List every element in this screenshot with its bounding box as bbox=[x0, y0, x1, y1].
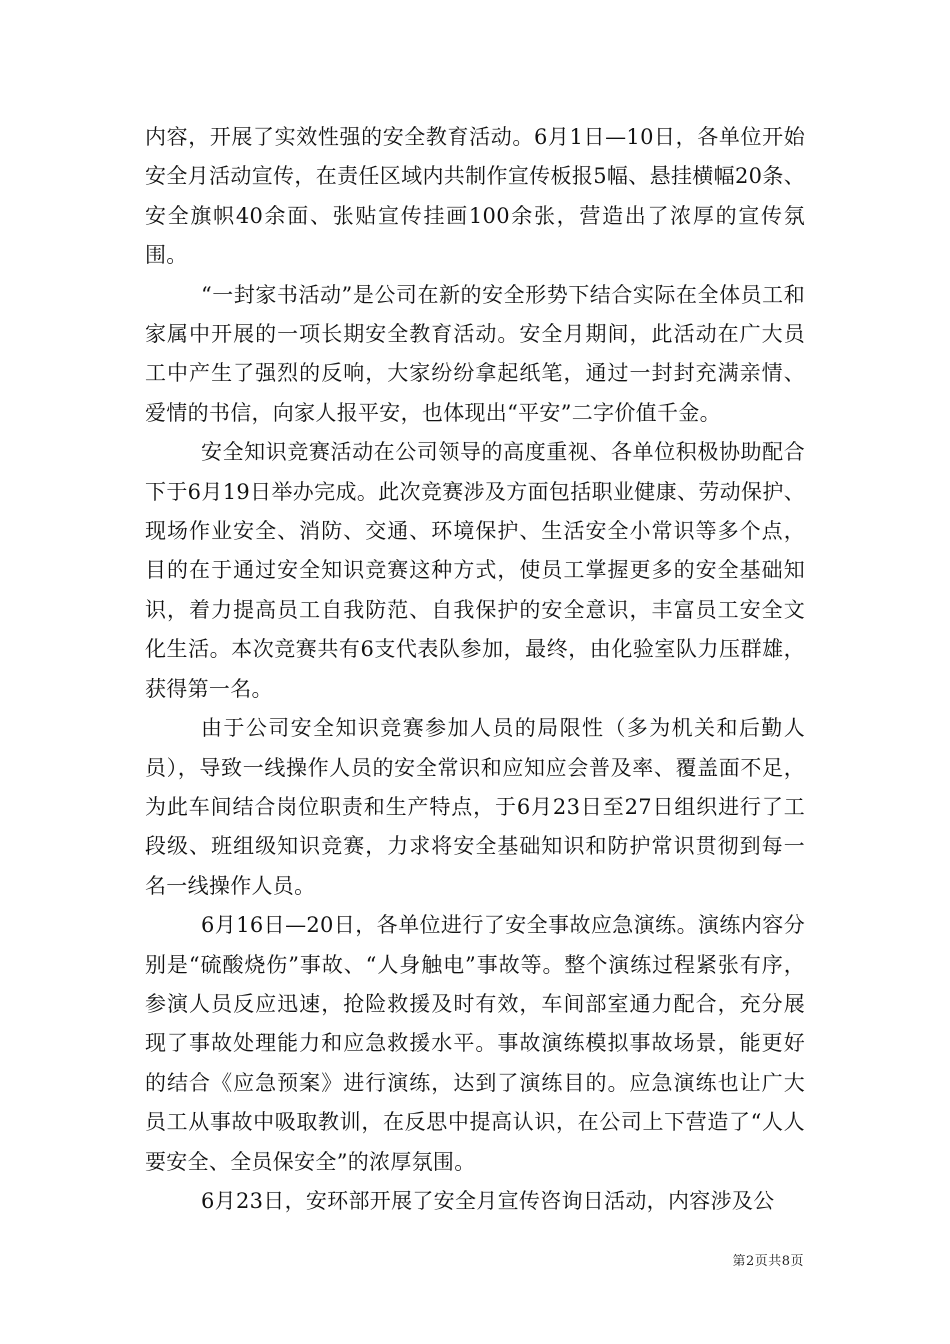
paragraph-4: 由于公司安全知识竞赛参加人员的局限性（多为机关和后勤人员），导致一线操作人员的安全常识和应知应会普及率、覆盖面不足，为此车间结合岗位职责和生产特点，于6月23日至27日组织进行了工段级、班组级知识竞赛，力求将安全基础知识和防护常识贯彻到每一名一线操作人员。 bbox=[145, 716, 805, 898]
paragraph-2: “一封家书活动”是公司在新的安全形势下结合实际在全体员工和家属中开展的一项长期安全教育活动。安全月期间，此活动在广大员工中产生了强烈的反响，大家纷纷拿起纸笔，通过一封封充满亲情、爱情的书信，向家人报平安，也体现出“平安”二字价值千金。 bbox=[145, 282, 805, 425]
body-text bbox=[145, 118, 805, 1221]
paragraph-3: 安全知识竞赛活动在公司领导的高度重视、各单位积极协助配合下于6月19日举办完成。此次竞赛涉及方面包括职业健康、劳动保护、现场作业安全、消防、交通、环境保护、生活安全小常识等多个点，目的在于通过安全知识竞赛这种方式，使员工掌握更多的安全基础知识，着力提高员工自我防范、自我保护的安全意识，丰富员工安全文化生活。本次竞赛共有6支代表队参加，最终，由化验室队力压群雄，获得第一名。 bbox=[145, 440, 805, 701]
paragraph-1: 内容，开展了实效性强的安全教育活动。6月1日—10日，各单位开始安全月活动宣传，在责任区域内共制作宣传板报5幅、悬挂横幅20条、安全旗帜40余面、张贴宣传挂画100余张，营造出了浓厚的宣传氛围。 bbox=[145, 125, 805, 268]
paragraph-6: 6月23日，安环部开展了安全月宣传咨询日活动，内容涉及公 bbox=[201, 1188, 775, 1213]
paragraph-5: 6月16日—20日，各单位进行了安全事故应急演练。演练内容分别是“硫酸烧伤”事故、“人身触电”事故等。整个演练过程紧张有序，参演人员反应迅速，抢险救援及时有效，车间部室通力配合，充分展现了事故处理能力和应急救援水平。事故演练模拟事故场景，能更好的结合《应急预案》进行演练，达到了演练目的。应急演练也让广大员工从事故中吸取教训，在反思中提高认识，在公司上下营造了“人人要安全、全员保安全”的浓厚氛围。 bbox=[145, 913, 805, 1174]
page-number-footer: 第2页共8页 bbox=[732, 1254, 804, 1269]
